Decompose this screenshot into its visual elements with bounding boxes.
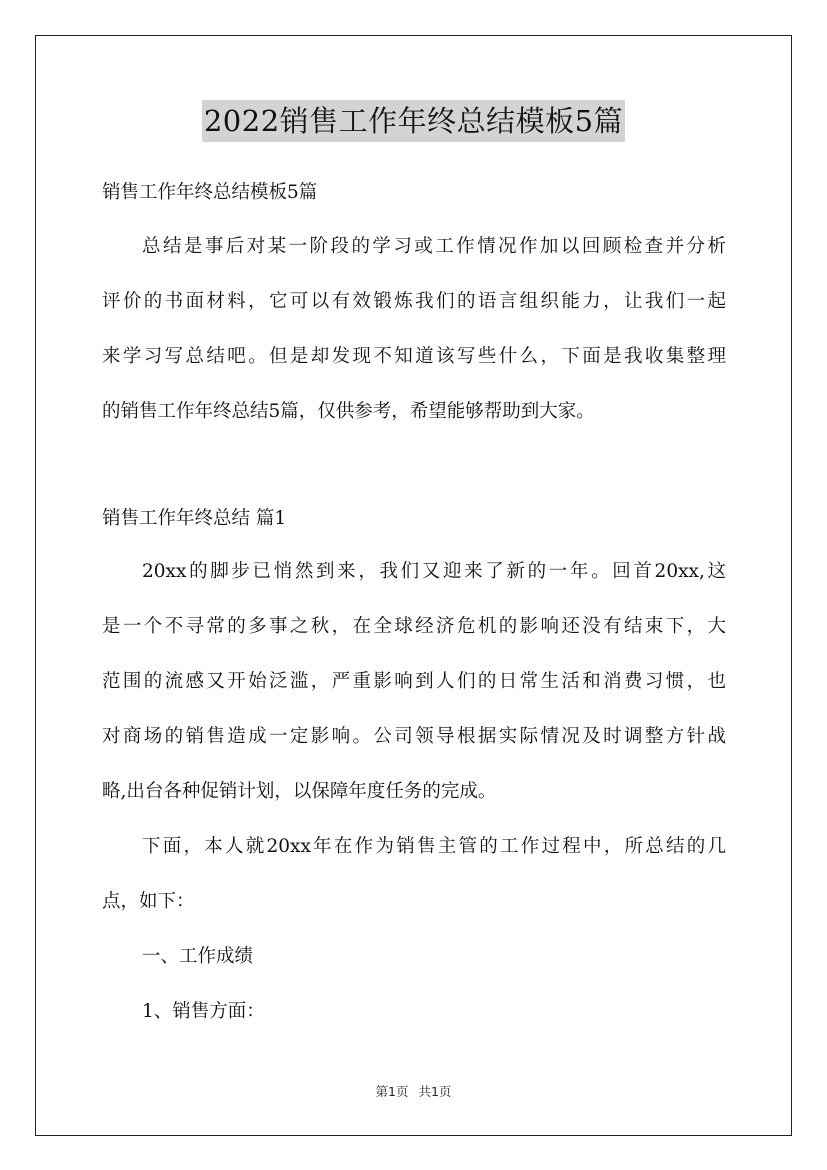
document-subtitle: 销售工作年终总结模板5篇 bbox=[102, 182, 318, 203]
list-subheading: 1、销售方面： bbox=[142, 1001, 265, 1022]
page-total: 共1页 bbox=[418, 1084, 452, 1099]
document-title: 2022销售工作年终总结模板5篇 bbox=[202, 100, 625, 142]
paragraph-line: 是一个不寻常的多事之秋，在全球经济危机的影响还没有结束下，大 bbox=[102, 616, 726, 637]
intro-line: 评价的书面材料，它可以有效锻炼我们的语言组织能力，让我们一起 bbox=[102, 291, 726, 312]
paragraph-line: 略,出台各种促销计划，以保障年度任务的完成。 bbox=[102, 781, 497, 802]
list-heading: 一、工作成绩 bbox=[142, 946, 254, 967]
paragraph-line: 范围的流感又开始泛滥，严重影响到人们的日常生活和消费习惯，也 bbox=[102, 671, 726, 692]
title-container bbox=[0, 100, 827, 142]
paragraph-line: 下面，本人就20xx年在作为销售主管的工作过程中，所总结的几 bbox=[142, 836, 726, 857]
intro-line: 总结是事后对某一阶段的学习或工作情况作加以回顾检查并分析 bbox=[142, 236, 726, 257]
intro-line: 来学习写总结吧。但是却发现不知道该写些什么，下面是我收集整理 bbox=[102, 346, 726, 367]
paragraph-line: 对商场的销售造成一定影响。公司领导根据实际情况及时调整方针战 bbox=[102, 726, 726, 747]
paragraph-line: 点，如下： bbox=[102, 891, 195, 912]
section1-paragraph-1 bbox=[102, 557, 726, 807]
page-footer bbox=[0, 1082, 827, 1100]
section1-paragraph-2 bbox=[102, 832, 726, 917]
intro-paragraph bbox=[102, 232, 726, 427]
page-number: 第1页 bbox=[375, 1084, 409, 1099]
section-heading: 销售工作年终总结 篇1 bbox=[102, 508, 287, 529]
intro-line: 的销售工作年终总结5篇，仅供参考，希望能够帮助到大家。 bbox=[102, 401, 595, 422]
paragraph-line: 20xx的脚步已悄然到来，我们又迎来了新的一年。回首20xx,这 bbox=[142, 561, 726, 582]
